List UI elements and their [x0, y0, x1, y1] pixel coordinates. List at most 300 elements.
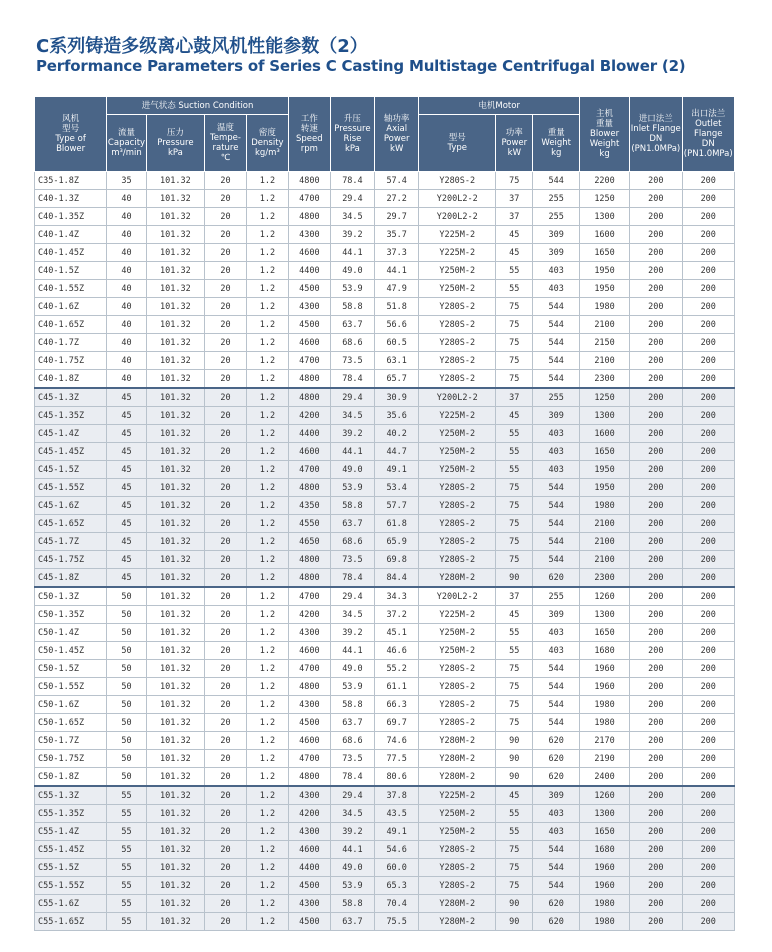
cell-motor-weight: 544 — [533, 497, 580, 515]
cell-blower-weight: 1250 — [580, 190, 630, 208]
cell-pressure: 101.32 — [146, 352, 204, 370]
cell-blower-weight: 2100 — [580, 533, 630, 551]
cell-motor-type: Y280M-2 — [419, 569, 496, 588]
cell-outlet-flange: 200 — [682, 425, 735, 443]
cell-motor-power: 45 — [496, 226, 533, 244]
cell-speed: 4800 — [288, 768, 330, 787]
cell-capacity: 45 — [107, 533, 147, 551]
table-row — [35, 244, 735, 262]
cell-pressure: 101.32 — [146, 370, 204, 389]
cell-inlet-flange: 200 — [630, 805, 682, 823]
cell-motor-weight: 544 — [533, 859, 580, 877]
cell-inlet-flange: 200 — [630, 208, 682, 226]
cell-motor-weight: 544 — [533, 370, 580, 389]
cell-axial-power: 27.2 — [375, 190, 419, 208]
cell-blower-type: C45-1.5Z — [35, 461, 107, 479]
cell-pressure-rise: 49.0 — [330, 859, 374, 877]
cell-pressure: 101.32 — [146, 696, 204, 714]
cell-axial-power: 75.5 — [375, 913, 419, 931]
cell-axial-power: 66.3 — [375, 696, 419, 714]
cell-temperature: 20 — [205, 678, 247, 696]
cell-motor-power: 45 — [496, 407, 533, 425]
cell-pressure: 101.32 — [146, 678, 204, 696]
page-title-en: Performance Parameters of Series C Casting Multistage Centrifugal Blower (2) — [36, 57, 686, 75]
cell-blower-type: C45-1.3Z — [35, 388, 107, 407]
cell-motor-power: 55 — [496, 642, 533, 660]
cell-capacity: 45 — [107, 479, 147, 497]
cell-blower-weight: 2300 — [580, 569, 630, 588]
cell-motor-weight: 309 — [533, 606, 580, 624]
cell-blower-weight: 1600 — [580, 425, 630, 443]
table-row — [35, 298, 735, 316]
cell-speed: 4300 — [288, 298, 330, 316]
cell-axial-power: 63.1 — [375, 352, 419, 370]
cell-motor-type: Y250M-2 — [419, 823, 496, 841]
cell-motor-weight: 309 — [533, 407, 580, 425]
cell-speed: 4700 — [288, 587, 330, 606]
table-row — [35, 172, 735, 190]
cell-blower-weight: 1650 — [580, 624, 630, 642]
cell-motor-weight: 403 — [533, 280, 580, 298]
cell-blower-weight: 1300 — [580, 208, 630, 226]
cell-outlet-flange: 200 — [682, 841, 735, 859]
cell-blower-type: C45-1.35Z — [35, 407, 107, 425]
cell-density: 1.2 — [246, 370, 288, 389]
cell-motor-power: 55 — [496, 461, 533, 479]
cell-axial-power: 40.2 — [375, 425, 419, 443]
cell-motor-weight: 620 — [533, 895, 580, 913]
cell-motor-power: 55 — [496, 443, 533, 461]
cell-pressure-rise: 39.2 — [330, 823, 374, 841]
cell-pressure: 101.32 — [146, 172, 204, 190]
cell-pressure: 101.32 — [146, 786, 204, 805]
cell-blower-type: C55-1.35Z — [35, 805, 107, 823]
table-row — [35, 370, 735, 389]
cell-inlet-flange: 200 — [630, 606, 682, 624]
cell-inlet-flange: 200 — [630, 913, 682, 931]
cell-motor-power: 45 — [496, 244, 533, 262]
cell-pressure-rise: 44.1 — [330, 642, 374, 660]
cell-inlet-flange: 200 — [630, 370, 682, 389]
performance-table — [34, 96, 735, 931]
cell-inlet-flange: 200 — [630, 172, 682, 190]
cell-outlet-flange: 200 — [682, 316, 735, 334]
cell-capacity: 55 — [107, 823, 147, 841]
cell-inlet-flange: 200 — [630, 533, 682, 551]
cell-pressure-rise: 63.7 — [330, 515, 374, 533]
cell-pressure: 101.32 — [146, 551, 204, 569]
cell-inlet-flange: 200 — [630, 226, 682, 244]
cell-pressure-rise: 44.1 — [330, 841, 374, 859]
cell-blower-type: C50-1.75Z — [35, 750, 107, 768]
cell-density: 1.2 — [246, 587, 288, 606]
cell-inlet-flange: 200 — [630, 696, 682, 714]
cell-density: 1.2 — [246, 877, 288, 895]
cell-pressure-rise: 63.7 — [330, 316, 374, 334]
cell-blower-type: C55-1.45Z — [35, 841, 107, 859]
cell-speed: 4700 — [288, 750, 330, 768]
header-blower-weight: 主机 重量 Blower Weight kg — [580, 97, 630, 172]
cell-motor-type: Y280S-2 — [419, 352, 496, 370]
cell-outlet-flange: 200 — [682, 678, 735, 696]
cell-outlet-flange: 200 — [682, 461, 735, 479]
cell-axial-power: 84.4 — [375, 569, 419, 588]
cell-blower-type: C40-1.8Z — [35, 370, 107, 389]
cell-pressure: 101.32 — [146, 443, 204, 461]
cell-pressure: 101.32 — [146, 660, 204, 678]
cell-temperature: 20 — [205, 479, 247, 497]
cell-blower-type: C40-1.6Z — [35, 298, 107, 316]
cell-axial-power: 37.3 — [375, 244, 419, 262]
cell-temperature: 20 — [205, 696, 247, 714]
cell-density: 1.2 — [246, 479, 288, 497]
cell-motor-weight: 403 — [533, 805, 580, 823]
cell-outlet-flange: 200 — [682, 624, 735, 642]
cell-pressure: 101.32 — [146, 479, 204, 497]
cell-motor-type: Y280S-2 — [419, 334, 496, 352]
cell-speed: 4800 — [288, 370, 330, 389]
cell-pressure: 101.32 — [146, 805, 204, 823]
cell-blower-weight: 2100 — [580, 352, 630, 370]
cell-blower-weight: 2100 — [580, 316, 630, 334]
cell-inlet-flange: 200 — [630, 497, 682, 515]
cell-blower-type: C40-1.4Z — [35, 226, 107, 244]
cell-motor-type: Y280M-2 — [419, 913, 496, 931]
cell-motor-type: Y280S-2 — [419, 515, 496, 533]
table-row — [35, 859, 735, 877]
cell-motor-weight: 403 — [533, 262, 580, 280]
cell-outlet-flange: 200 — [682, 660, 735, 678]
cell-capacity: 50 — [107, 696, 147, 714]
cell-speed: 4600 — [288, 642, 330, 660]
cell-axial-power: 49.1 — [375, 823, 419, 841]
cell-density: 1.2 — [246, 768, 288, 787]
cell-pressure-rise: 58.8 — [330, 497, 374, 515]
cell-motor-type: Y225M-2 — [419, 226, 496, 244]
cell-inlet-flange: 200 — [630, 587, 682, 606]
cell-axial-power: 69.8 — [375, 551, 419, 569]
cell-temperature: 20 — [205, 280, 247, 298]
cell-motor-power: 55 — [496, 823, 533, 841]
table-row — [35, 786, 735, 805]
cell-motor-weight: 544 — [533, 298, 580, 316]
cell-capacity: 55 — [107, 859, 147, 877]
cell-motor-type: Y280S-2 — [419, 497, 496, 515]
cell-temperature: 20 — [205, 805, 247, 823]
cell-temperature: 20 — [205, 714, 247, 732]
cell-density: 1.2 — [246, 208, 288, 226]
cell-axial-power: 53.4 — [375, 479, 419, 497]
header-pressure-rise: 升压 Pressure Rise kPa — [330, 97, 374, 172]
cell-outlet-flange: 200 — [682, 479, 735, 497]
cell-speed: 4600 — [288, 732, 330, 750]
cell-capacity: 40 — [107, 190, 147, 208]
cell-capacity: 50 — [107, 606, 147, 624]
cell-inlet-flange: 200 — [630, 624, 682, 642]
cell-speed: 4400 — [288, 262, 330, 280]
cell-motor-type: Y200L2-2 — [419, 190, 496, 208]
table-row — [35, 479, 735, 497]
table-row — [35, 732, 735, 750]
cell-temperature: 20 — [205, 732, 247, 750]
cell-motor-weight: 544 — [533, 515, 580, 533]
cell-motor-weight: 255 — [533, 208, 580, 226]
cell-motor-power: 75 — [496, 515, 533, 533]
cell-speed: 4500 — [288, 877, 330, 895]
cell-motor-weight: 544 — [533, 172, 580, 190]
cell-pressure: 101.32 — [146, 334, 204, 352]
cell-pressure-rise: 78.4 — [330, 768, 374, 787]
cell-blower-type: C50-1.35Z — [35, 606, 107, 624]
cell-motor-power: 55 — [496, 425, 533, 443]
cell-pressure: 101.32 — [146, 624, 204, 642]
cell-pressure: 101.32 — [146, 768, 204, 787]
cell-blower-type: C40-1.35Z — [35, 208, 107, 226]
cell-inlet-flange: 200 — [630, 786, 682, 805]
cell-temperature: 20 — [205, 768, 247, 787]
cell-blower-weight: 1950 — [580, 262, 630, 280]
cell-axial-power: 51.8 — [375, 298, 419, 316]
table-row — [35, 262, 735, 280]
cell-axial-power: 61.1 — [375, 678, 419, 696]
cell-speed: 4300 — [288, 696, 330, 714]
cell-axial-power: 37.2 — [375, 606, 419, 624]
cell-speed: 4300 — [288, 624, 330, 642]
cell-motor-weight: 620 — [533, 569, 580, 588]
cell-temperature: 20 — [205, 388, 247, 407]
cell-pressure: 101.32 — [146, 461, 204, 479]
cell-outlet-flange: 200 — [682, 443, 735, 461]
cell-pressure-rise: 78.4 — [330, 569, 374, 588]
cell-axial-power: 77.5 — [375, 750, 419, 768]
cell-temperature: 20 — [205, 407, 247, 425]
cell-pressure-rise: 68.6 — [330, 533, 374, 551]
cell-blower-type: C55-1.5Z — [35, 859, 107, 877]
cell-speed: 4500 — [288, 316, 330, 334]
cell-axial-power: 35.7 — [375, 226, 419, 244]
cell-motor-power: 75 — [496, 497, 533, 515]
cell-blower-type: C55-1.6Z — [35, 895, 107, 913]
cell-capacity: 40 — [107, 298, 147, 316]
cell-blower-type: C50-1.45Z — [35, 642, 107, 660]
cell-blower-type: C55-1.4Z — [35, 823, 107, 841]
cell-motor-power: 75 — [496, 533, 533, 551]
cell-density: 1.2 — [246, 443, 288, 461]
cell-pressure: 101.32 — [146, 388, 204, 407]
table-row — [35, 226, 735, 244]
cell-pressure: 101.32 — [146, 895, 204, 913]
cell-pressure-rise: 29.4 — [330, 587, 374, 606]
cell-motor-weight: 544 — [533, 479, 580, 497]
header-motor-type: 型号 Type — [419, 115, 496, 172]
table-row — [35, 624, 735, 642]
table-body — [35, 172, 735, 931]
cell-speed: 4600 — [288, 841, 330, 859]
cell-outlet-flange: 200 — [682, 388, 735, 407]
cell-density: 1.2 — [246, 190, 288, 208]
cell-capacity: 50 — [107, 678, 147, 696]
cell-motor-power: 45 — [496, 786, 533, 805]
cell-blower-weight: 1950 — [580, 479, 630, 497]
cell-blower-type: C50-1.55Z — [35, 678, 107, 696]
cell-blower-weight: 1980 — [580, 298, 630, 316]
cell-motor-power: 75 — [496, 660, 533, 678]
cell-outlet-flange: 200 — [682, 497, 735, 515]
cell-capacity: 50 — [107, 732, 147, 750]
cell-pressure-rise: 29.4 — [330, 190, 374, 208]
cell-density: 1.2 — [246, 913, 288, 931]
cell-outlet-flange: 200 — [682, 262, 735, 280]
cell-axial-power: 65.9 — [375, 533, 419, 551]
cell-axial-power: 80.6 — [375, 768, 419, 787]
table-row — [35, 750, 735, 768]
cell-inlet-flange: 200 — [630, 479, 682, 497]
cell-motor-type: Y280S-2 — [419, 714, 496, 732]
cell-density: 1.2 — [246, 606, 288, 624]
cell-blower-weight: 1960 — [580, 678, 630, 696]
cell-density: 1.2 — [246, 298, 288, 316]
cell-motor-weight: 620 — [533, 750, 580, 768]
cell-blower-type: C50-1.5Z — [35, 660, 107, 678]
cell-inlet-flange: 200 — [630, 823, 682, 841]
cell-pressure-rise: 63.7 — [330, 714, 374, 732]
cell-motor-type: Y280S-2 — [419, 533, 496, 551]
cell-motor-weight: 544 — [533, 533, 580, 551]
cell-density: 1.2 — [246, 316, 288, 334]
cell-motor-weight: 309 — [533, 786, 580, 805]
cell-density: 1.2 — [246, 388, 288, 407]
cell-blower-type: C55-1.65Z — [35, 913, 107, 931]
cell-blower-weight: 1680 — [580, 841, 630, 859]
cell-pressure-rise: 73.5 — [330, 750, 374, 768]
cell-motor-weight: 403 — [533, 642, 580, 660]
cell-blower-type: C50-1.3Z — [35, 587, 107, 606]
header-axial-power: 轴功率 Axial Power kW — [375, 97, 419, 172]
table-row — [35, 515, 735, 533]
cell-blower-type: C45-1.75Z — [35, 551, 107, 569]
cell-motor-type: Y280S-2 — [419, 660, 496, 678]
cell-capacity: 50 — [107, 750, 147, 768]
cell-inlet-flange: 200 — [630, 244, 682, 262]
cell-motor-weight: 309 — [533, 226, 580, 244]
cell-motor-weight: 544 — [533, 660, 580, 678]
cell-density: 1.2 — [246, 226, 288, 244]
table-row — [35, 606, 735, 624]
header-temperature: 温度 Tempe- rature ℃ — [205, 115, 247, 172]
cell-motor-power: 75 — [496, 172, 533, 190]
cell-speed: 4350 — [288, 497, 330, 515]
cell-pressure: 101.32 — [146, 732, 204, 750]
cell-inlet-flange: 200 — [630, 352, 682, 370]
cell-pressure-rise: 49.0 — [330, 461, 374, 479]
cell-motor-power: 75 — [496, 877, 533, 895]
cell-speed: 4200 — [288, 407, 330, 425]
cell-density: 1.2 — [246, 841, 288, 859]
cell-pressure-rise: 78.4 — [330, 172, 374, 190]
table-row — [35, 696, 735, 714]
cell-motor-type: Y280S-2 — [419, 370, 496, 389]
table-row — [35, 660, 735, 678]
cell-blower-type: C45-1.4Z — [35, 425, 107, 443]
cell-motor-type: Y200L2-2 — [419, 587, 496, 606]
cell-blower-weight: 1600 — [580, 226, 630, 244]
cell-blower-weight: 1300 — [580, 407, 630, 425]
header-blower-type: 风机 型号 Type of Blower — [35, 97, 107, 172]
cell-speed: 4500 — [288, 913, 330, 931]
cell-temperature: 20 — [205, 823, 247, 841]
cell-motor-type: Y280M-2 — [419, 768, 496, 787]
cell-capacity: 40 — [107, 316, 147, 334]
header-suction-condition: 进气状态 Suction Condition — [107, 97, 289, 115]
cell-blower-weight: 1650 — [580, 823, 630, 841]
cell-axial-power: 65.7 — [375, 370, 419, 389]
cell-temperature: 20 — [205, 443, 247, 461]
cell-pressure: 101.32 — [146, 208, 204, 226]
cell-density: 1.2 — [246, 262, 288, 280]
table-row — [35, 678, 735, 696]
cell-inlet-flange: 200 — [630, 280, 682, 298]
cell-speed: 4300 — [288, 226, 330, 244]
cell-pressure: 101.32 — [146, 859, 204, 877]
cell-speed: 4600 — [288, 334, 330, 352]
cell-inlet-flange: 200 — [630, 298, 682, 316]
header-outlet-flange: 出口法兰 Outlet Flange DN (PN1.0MPa) — [682, 97, 735, 172]
header-motor-power: 功率 Power kW — [496, 115, 533, 172]
cell-capacity: 45 — [107, 569, 147, 588]
cell-motor-type: Y250M-2 — [419, 461, 496, 479]
cell-inlet-flange: 200 — [630, 190, 682, 208]
cell-blower-type: C55-1.3Z — [35, 786, 107, 805]
cell-motor-weight: 309 — [533, 244, 580, 262]
cell-blower-weight: 1260 — [580, 587, 630, 606]
cell-pressure-rise: 44.1 — [330, 443, 374, 461]
cell-axial-power: 54.6 — [375, 841, 419, 859]
cell-motor-type: Y225M-2 — [419, 407, 496, 425]
cell-density: 1.2 — [246, 425, 288, 443]
cell-motor-power: 90 — [496, 895, 533, 913]
cell-temperature: 20 — [205, 569, 247, 588]
cell-speed: 4800 — [288, 551, 330, 569]
cell-motor-weight: 544 — [533, 316, 580, 334]
cell-pressure: 101.32 — [146, 244, 204, 262]
cell-motor-type: Y280S-2 — [419, 678, 496, 696]
table-row — [35, 316, 735, 334]
cell-motor-type: Y280S-2 — [419, 551, 496, 569]
cell-motor-weight: 544 — [533, 696, 580, 714]
cell-motor-type: Y250M-2 — [419, 280, 496, 298]
cell-motor-power: 90 — [496, 569, 533, 588]
cell-temperature: 20 — [205, 370, 247, 389]
cell-density: 1.2 — [246, 750, 288, 768]
cell-temperature: 20 — [205, 786, 247, 805]
cell-motor-weight: 620 — [533, 732, 580, 750]
cell-outlet-flange: 200 — [682, 244, 735, 262]
cell-pressure-rise: 58.8 — [330, 696, 374, 714]
cell-inlet-flange: 200 — [630, 768, 682, 787]
cell-temperature: 20 — [205, 425, 247, 443]
cell-inlet-flange: 200 — [630, 714, 682, 732]
cell-capacity: 45 — [107, 497, 147, 515]
cell-outlet-flange: 200 — [682, 280, 735, 298]
cell-pressure-rise: 39.2 — [330, 226, 374, 244]
cell-blower-type: C40-1.55Z — [35, 280, 107, 298]
cell-blower-type: C40-1.65Z — [35, 316, 107, 334]
cell-pressure-rise: 34.5 — [330, 805, 374, 823]
cell-motor-type: Y280S-2 — [419, 298, 496, 316]
cell-capacity: 55 — [107, 877, 147, 895]
cell-blower-type: C50-1.6Z — [35, 696, 107, 714]
cell-temperature: 20 — [205, 190, 247, 208]
